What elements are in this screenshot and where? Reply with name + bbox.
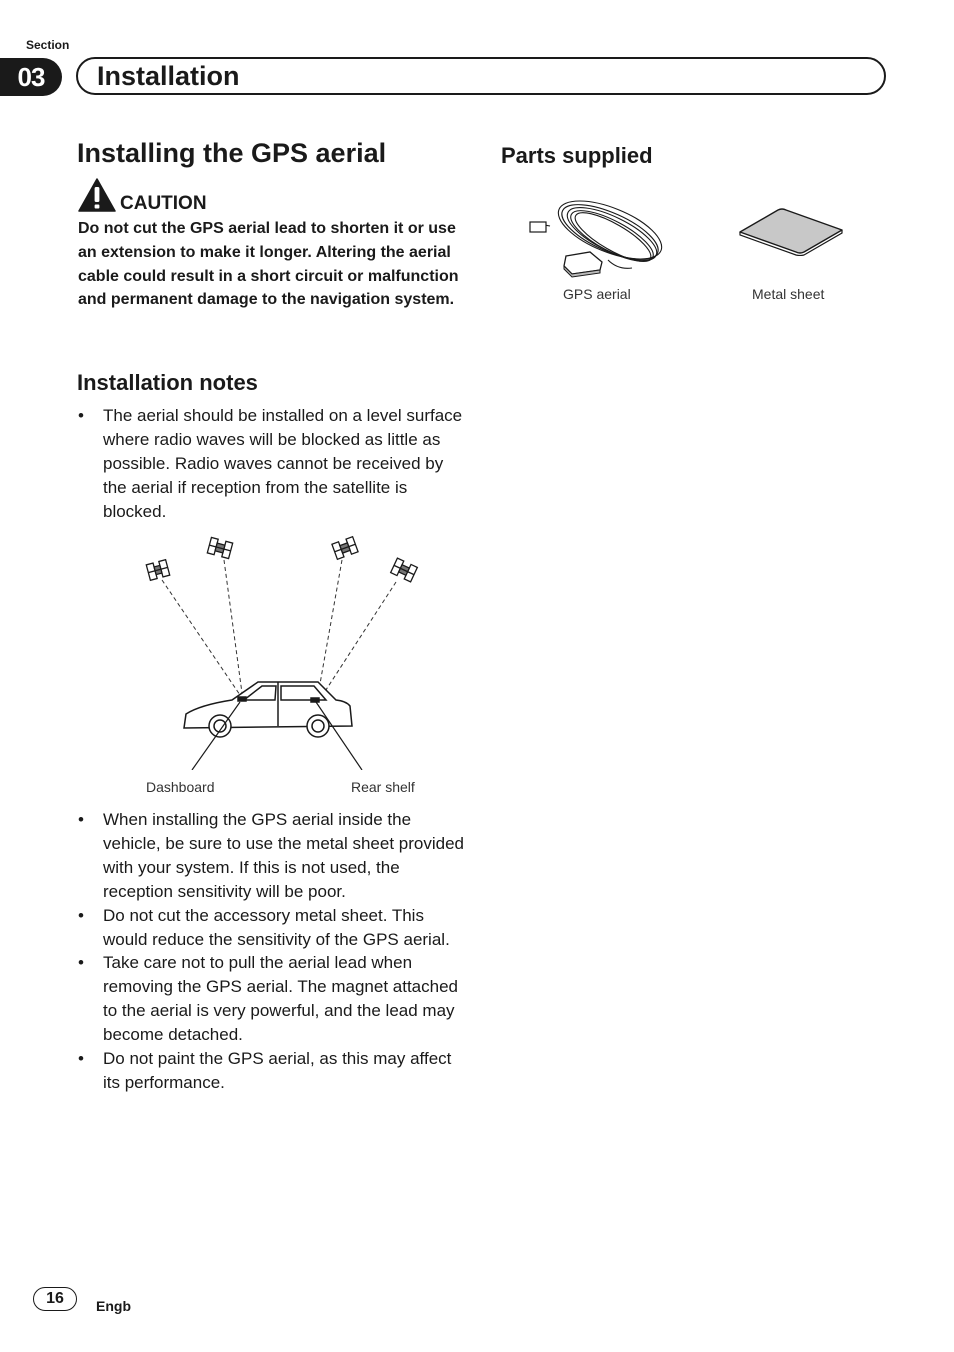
language-code: Engb: [96, 1298, 131, 1314]
list-item: • Do not cut the accessory metal sheet. This would reduce the sensitivity of the GPS aerial.: [78, 905, 450, 949]
car-icon: [184, 682, 352, 737]
page-title: Installing the GPS aerial: [77, 138, 387, 168]
gps-aerial-label: GPS aerial: [563, 286, 631, 302]
satellite-icon: [332, 537, 358, 560]
satellite-icon: [391, 558, 418, 582]
notes-list-1: [78, 404, 466, 524]
satellite-icon: [146, 560, 169, 581]
satellite-reception-figure: [140, 530, 440, 770]
metal-sheet-icon: [738, 206, 846, 256]
list-item: • When installing the GPS aerial inside the vehicle, be sure to use the metal sheet provided with your system. If this is not used, the reception sensitivity will be poor.: [78, 810, 464, 901]
installation-notes-heading: Installation notes: [77, 370, 258, 395]
list-item: • Take care not to pull the aerial lead when removing the GPS aerial. The magnet attached to the aerial is very powerful, and the lead may become detached.: [78, 953, 458, 1045]
page-number: 16: [33, 1287, 77, 1311]
metal-sheet-label: Metal sheet: [752, 286, 825, 302]
caution-label: CAUTION: [120, 193, 207, 214]
figure-label-rear-shelf: Rear shelf: [351, 779, 415, 795]
parts-supplied-heading: Parts supplied: [501, 143, 653, 168]
list-item: • Do not paint the GPS aerial, as this may affect its performance.: [78, 1049, 452, 1092]
section-number: 03: [0, 58, 62, 96]
figure-label-dashboard: Dashboard: [146, 779, 215, 795]
satellite-icon: [207, 537, 232, 558]
section-label: Section: [26, 38, 70, 52]
gps-aerial-icon: [528, 182, 668, 282]
caution-text: Do not cut the GPS aerial lead to shorten it or use an extension to make it longer. Altering the aerial cable could result in a short circuit or malfunction and permanent damage to the navigation system.: [78, 220, 459, 309]
notes-list-2: [78, 808, 466, 1095]
warning-triangle-icon: [78, 178, 116, 212]
signal-lines: [162, 560, 396, 696]
section-title: Installation: [97, 61, 240, 91]
list-item: • The aerial should be installed on a level surface where radio waves will be blocked as little as possible. Radio waves cannot be received by the aerial if reception from the satellite is blocked.: [78, 406, 463, 521]
